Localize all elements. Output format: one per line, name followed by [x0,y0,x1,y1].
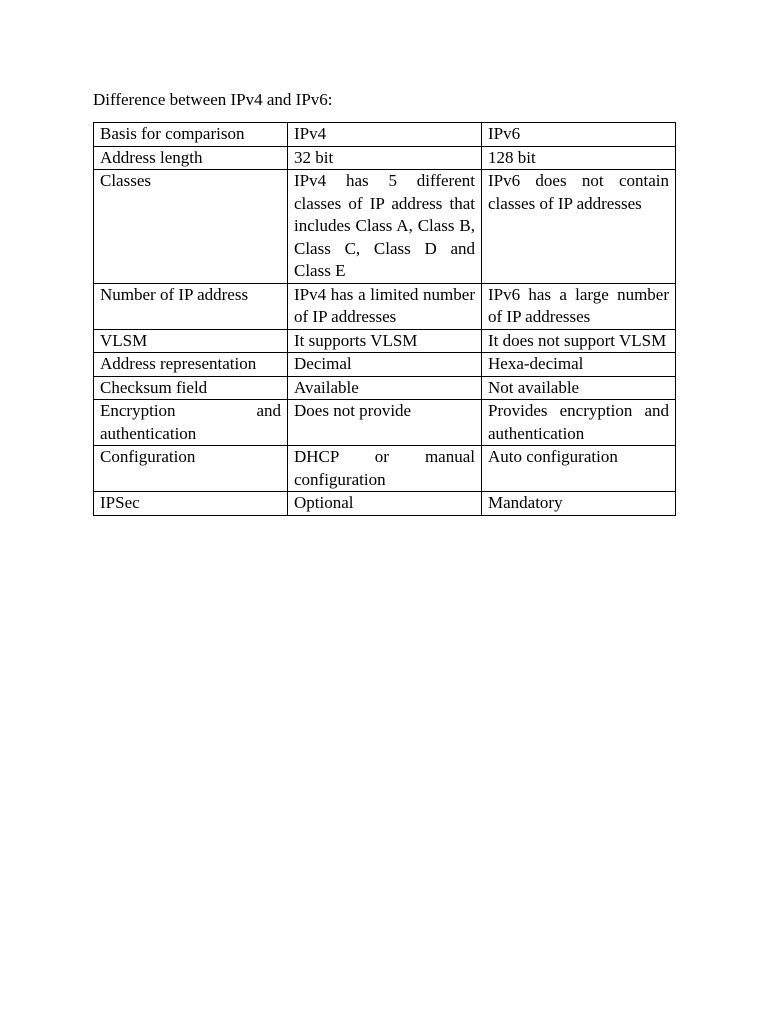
table-cell-basis: Number of IP address [94,283,288,329]
table-cell-basis: VLSM [94,329,288,353]
table-cell-basis: IPSec [94,492,288,516]
table-cell-ipv4: IPv4 has a limited number of IP addresses [288,283,482,329]
table-cell-ipv4: DHCP or manual configuration [288,446,482,492]
table-cell-basis: Address representation [94,353,288,377]
table-row [94,146,676,170]
table-row [94,329,676,353]
table-row [94,170,676,284]
table-cell-ipv6: Mandatory [482,492,676,516]
header-cell-ipv4: IPv4 [288,123,482,147]
table-cell-ipv6: It does not support VLSM [482,329,676,353]
table-row [94,446,676,492]
table-cell-ipv4: Decimal [288,353,482,377]
table-header-row [94,123,676,147]
table-row [94,492,676,516]
table-cell-ipv6: Not available [482,376,676,400]
table-cell-basis: Configuration [94,446,288,492]
table-row [94,353,676,377]
table-cell-ipv6: IPv6 does not contain classes of IP addresses [482,170,676,284]
table-cell-ipv4: Optional [288,492,482,516]
table-cell-basis: Encryption and authentication [94,400,288,446]
table-cell-basis: Address length [94,146,288,170]
table-cell-ipv6: Hexa-decimal [482,353,676,377]
table-cell-ipv6: Provides encryption and authentication [482,400,676,446]
table-cell-ipv4: Available [288,376,482,400]
table-cell-ipv4: It supports VLSM [288,329,482,353]
table-cell-basis: Checksum field [94,376,288,400]
table-cell-ipv6: IPv6 has a large number of IP addresses [482,283,676,329]
table-cell-ipv4: Does not provide [288,400,482,446]
table-cell-basis: Classes [94,170,288,284]
table-row [94,400,676,446]
comparison-table [93,122,676,516]
document-heading: Difference between IPv4 and IPv6: [93,90,333,109]
table-cell-ipv4: 32 bit [288,146,482,170]
table-cell-ipv4: IPv4 has 5 different classes of IP address that includes Class A, Class B, Class C, Class D and Class E [288,170,482,284]
table-cell-ipv6: 128 bit [482,146,676,170]
header-cell-ipv6: IPv6 [482,123,676,147]
table-cell-ipv6: Auto configuration [482,446,676,492]
table-row [94,376,676,400]
header-cell-basis: Basis for comparison [94,123,288,147]
table-row [94,283,676,329]
